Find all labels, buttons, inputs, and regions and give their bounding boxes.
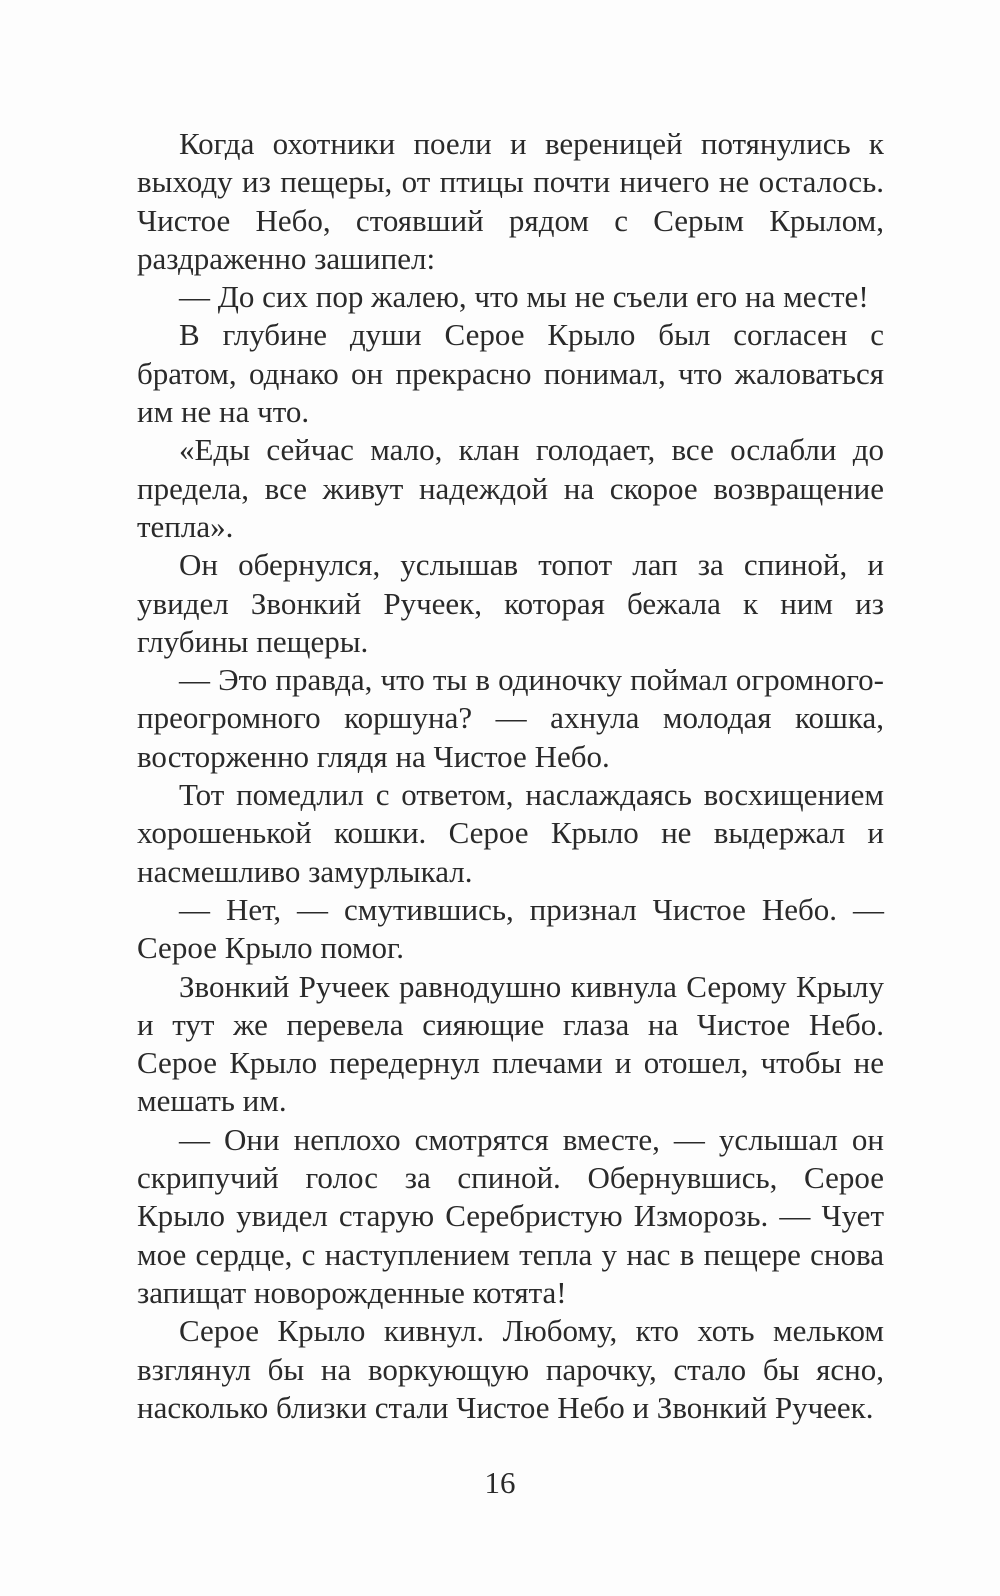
paragraph: — Они неплохо смотрятся вместе, — услышал он скрипучий голос за спиной. Обернувшись, Серое Крыло увидел старую Серебристую Изморозь. — Чует мое сердце, с наступлением тепла у нас в пещере снова запищат новорожденные котята! <box>137 1121 884 1310</box>
paragraph: В глубине души Серое Крыло был согласен с братом, однако он прекрасно понимал, что жаловаться им не на что. <box>137 317 884 430</box>
paragraph: Звонкий Ручеек равнодушно кивнула Серому Крылу и тут же перевела сияющие глаза на Чистое Небо. Серое Крыло передернул плечами и отошел, чтобы не мешать им. <box>137 968 884 1119</box>
paragraph: Тот помедлил с ответом, наслаждаясь восхищением хорошенькой кошки. Серое Крыло не выдержал и насмешливо замурлыкал. <box>137 777 884 889</box>
paragraph: — Нет, — смутившись, признал Чистое Небо. — Серое Крыло помог. <box>137 891 884 966</box>
body-text <box>137 125 884 1427</box>
paragraph: — До сих пор жалею, что мы не съели его на месте! <box>179 279 869 315</box>
paragraph: Он обернулся, услышав топот лап за спиной, и увидел Звонкий Ручеек, которая бежала к ним из глубины пещеры. <box>137 547 884 659</box>
paragraph: «Еды сейчас мало, клан голодает, все ослабли до предела, все живут надеждой на скорое возвращение тепла». <box>137 432 884 544</box>
paragraph: — Это правда, что ты в одиночку поймал огромного-преогромного коршуна? — ахнула молодая кошка, восторженно глядя на Чистое Небо. <box>137 662 884 774</box>
paragraph: Когда охотники поели и вереницей потянулись к выходу из пещеры, от птицы почти ничего не осталось. Чистое Небо, стоявший рядом с Серым Крылом, раздраженно зашипел: <box>137 126 884 276</box>
paragraph: Серое Крыло кивнул. Любому, кто хоть мельком взглянул бы на воркующую парочку, стало бы ясно, насколько близки стали Чистое Небо и Звонкий Ручеек. <box>137 1313 884 1425</box>
page-number: 16 <box>484 1465 516 1500</box>
